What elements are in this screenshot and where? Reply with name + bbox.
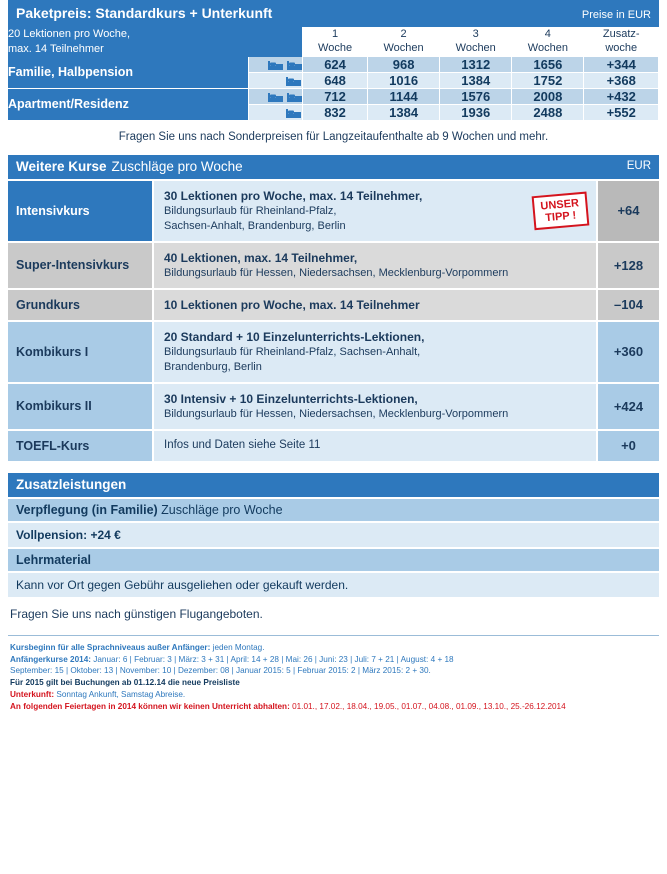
price-cell: 1144 (368, 88, 440, 104)
footnote-line5-bold: Unterkunft: (10, 690, 55, 700)
table-row (8, 242, 659, 289)
price-cell: 648 (303, 72, 368, 88)
price-cell: +432 (584, 88, 659, 104)
price-cell: +552 (584, 104, 659, 120)
col1-unit: Woche (318, 41, 353, 54)
extras-vollpension-line (8, 523, 659, 547)
course-name-toefl: TOEFL-Kurs (8, 430, 153, 462)
course-name-kombikurs-2: Kombikurs II (8, 383, 153, 430)
course-description (153, 430, 597, 462)
courses-table (8, 181, 659, 463)
course-description (153, 242, 597, 289)
courses-header-eur: EUR (626, 160, 651, 173)
footnotes (8, 640, 659, 717)
single-bed-icon-svg (286, 106, 302, 119)
course-description (153, 289, 597, 321)
package-title: Paketpreis: Standardkurs + Unterkunft (16, 5, 273, 21)
course-desc-sub2: Brandenburg, Berlin (164, 360, 262, 373)
footnote-line2-bold: Anfängerkurse 2014: (10, 654, 91, 664)
footnote-line5 (10, 689, 657, 701)
header-left-line1: 20 Lektionen pro Woche, (8, 28, 131, 40)
price-cell: 2488 (512, 104, 584, 120)
column-header-4 (512, 27, 584, 57)
course-price: +360 (597, 321, 659, 383)
course-desc-main: 40 Lektionen, max. 14 Teilnehmer, (164, 250, 358, 265)
longstay-note: Fragen Sie uns nach Sonderpreisen für Langzeitaufenthalte ab 9 Wochen und mehr. (118, 130, 549, 143)
row-label-apartment: Apartment/Residenz (8, 88, 248, 120)
course-price: +64 (597, 181, 659, 242)
footnote-line3: September: 15 | Oktober: 13 | November: 10 | Dezember: 08 | Januar 2015: 5 | Februar 2015: 2 | März 2015: 2 + 30. (10, 666, 431, 676)
package-header-left (8, 27, 303, 57)
course-name-super-intensivkurs: Super-Intensivkurs (8, 242, 153, 289)
footnote-line2 (10, 654, 657, 666)
column-header-5 (584, 27, 659, 57)
column-header-1 (303, 27, 368, 57)
footnote-line1-bold: Kursbeginn für alle Sprachniveaus außer Anfänger: (10, 642, 211, 652)
course-description (153, 383, 597, 430)
footnote-line6-red: An folgenden Feiertagen in 2014 können wir keinen Unterricht abhalten: (10, 702, 290, 712)
column-header-3 (440, 27, 512, 57)
course-desc-sub1: Bildungsurlaub für Rheinland-Pfalz, (164, 204, 337, 217)
col3-unit: Wochen (455, 41, 496, 54)
price-cell: 1312 (440, 57, 512, 73)
package-header-row (8, 27, 659, 57)
double-bed-icon-svg (268, 58, 302, 71)
col4-num: 4 (544, 28, 551, 41)
extras-subtitle-verpflegung (8, 499, 659, 521)
course-desc-main: 30 Lektionen pro Woche, max. 14 Teilnehmer, (164, 188, 423, 203)
footnote-line2-rest: Januar: 6 | Februar: 3 | März: 3 + 31 | April: 14 + 28 | Mai: 26 | Juni: 23 | Juli: 7 + 21 | August: 4 + 18 (91, 654, 454, 664)
double-bed-icon-svg (268, 90, 302, 103)
table-row (8, 430, 659, 462)
course-desc-main: 20 Standard + 10 Einzelunterrichts-Lektionen, (164, 329, 425, 344)
price-cell: +368 (584, 72, 659, 88)
row-label-familie: Familie, Halbpension (8, 57, 248, 89)
table-row (8, 57, 659, 73)
col4-unit: Wochen (527, 41, 568, 54)
course-desc-sub1: Bildungsurlaub für Rheinland-Pfalz, Sachsen-Anhalt, (164, 345, 421, 358)
course-price: –104 (597, 289, 659, 321)
course-desc-main: 30 Intensiv + 10 Einzelunterrichts-Lektionen, (164, 391, 418, 406)
courses-header-bar (8, 155, 659, 179)
single-bed-icon (248, 104, 302, 120)
table-row (8, 88, 659, 104)
price-cell: 1656 (512, 57, 584, 73)
course-desc-sub1: Bildungsurlaub für Hessen, Niedersachsen, Mecklenburg-Vorpommern (164, 407, 509, 420)
price-cell: +344 (584, 57, 659, 73)
header-left-line2: max. 14 Teilnehmer (8, 42, 104, 55)
price-cell: 1384 (440, 72, 512, 88)
footnote-line6-rest: 01.01., 17.02., 18.04., 19.05., 01.07., 04.08., 01.09., 13.10., 25.-26.12.2014 (289, 702, 566, 712)
price-cell: 624 (303, 57, 368, 73)
extras-lehrmaterial-line: Kann vor Ort gegen Gebühr ausgeliehen oder gekauft werden. (8, 573, 659, 597)
course-description (153, 181, 597, 242)
extras-sub1-bold: Verpflegung (in Familie) (16, 502, 158, 517)
flight-note: Fragen Sie uns nach günstigen Flugangeboten. (10, 606, 263, 621)
footnote-line6 (10, 701, 657, 713)
courses-header-bold: Weitere Kurse (16, 158, 107, 174)
price-cell: 1576 (440, 88, 512, 104)
price-cell: 1752 (512, 72, 584, 88)
price-cell: 1016 (368, 72, 440, 88)
table-row (8, 321, 659, 383)
double-bed-icon (248, 57, 302, 73)
footnote-line1 (10, 642, 657, 654)
table-row (8, 383, 659, 430)
price-cell: 832 (303, 104, 368, 120)
unser-tipp-badge (532, 191, 589, 230)
extras-subtitle-lehrmaterial (8, 549, 659, 571)
course-desc-sub1: Bildungsurlaub für Hessen, Niedersachsen, Mecklenburg-Vorpommern (164, 266, 509, 279)
course-description (153, 321, 597, 383)
price-cell: 1384 (368, 104, 440, 120)
single-bed-icon (248, 72, 302, 88)
course-desc-sub2: Sachsen-Anhalt, Brandenburg, Berlin (164, 219, 346, 232)
col2-unit: Wochen (383, 41, 424, 54)
col5-unit: woche (605, 41, 638, 54)
footnote-line4: Für 2015 gilt bei Buchungen ab 01.12.14 die neue Preisliste (10, 678, 240, 688)
col1-num: 1 (331, 28, 339, 41)
single-bed-icon-svg (286, 74, 302, 87)
course-desc-sub1: Infos und Daten siehe Seite 11 (164, 438, 321, 451)
footnote-line1-rest: jeden Montag. (210, 642, 265, 652)
courses-header-normal: Zuschläge pro Woche (111, 158, 243, 174)
double-bed-icon (248, 88, 302, 104)
course-name-intensivkurs: Intensivkurs (8, 181, 153, 242)
extras-line1: Vollpension: +24 € (16, 527, 121, 542)
col2-num: 2 (400, 28, 407, 41)
price-cell: 968 (368, 57, 440, 73)
course-price: +0 (597, 430, 659, 462)
footnote-line5-rest: Sonntag Ankunft, Samstag Abreise. (54, 690, 186, 700)
table-row (8, 289, 659, 321)
divider (8, 635, 659, 636)
package-price-table (8, 27, 659, 121)
extras-title: Zusatzleistungen (8, 473, 659, 497)
col3-num: 3 (472, 28, 479, 41)
course-desc-main: 10 Lektionen pro Woche, max. 14 Teilnehmer (164, 297, 420, 312)
column-header-2 (368, 27, 440, 57)
package-title-bar (8, 0, 659, 27)
price-cell: 2008 (512, 88, 584, 104)
extras-sub2: Lehrmaterial (16, 552, 92, 567)
table-row (8, 181, 659, 242)
price-cell: 712 (303, 88, 368, 104)
course-name-kombikurs-1: Kombikurs I (8, 321, 153, 383)
badge-line2: TIPP ! (545, 209, 578, 224)
extras-sub1-rest: Zuschläge pro Woche (161, 502, 283, 517)
col5-num: Zusatz- (602, 28, 640, 41)
price-cell: 1936 (440, 104, 512, 120)
course-name-grundkurs: Grundkurs (8, 289, 153, 321)
currency-note: Preise in EUR (581, 9, 651, 21)
badge-line1: UNSER (540, 196, 580, 213)
course-price: +128 (597, 242, 659, 289)
course-price: +424 (597, 383, 659, 430)
